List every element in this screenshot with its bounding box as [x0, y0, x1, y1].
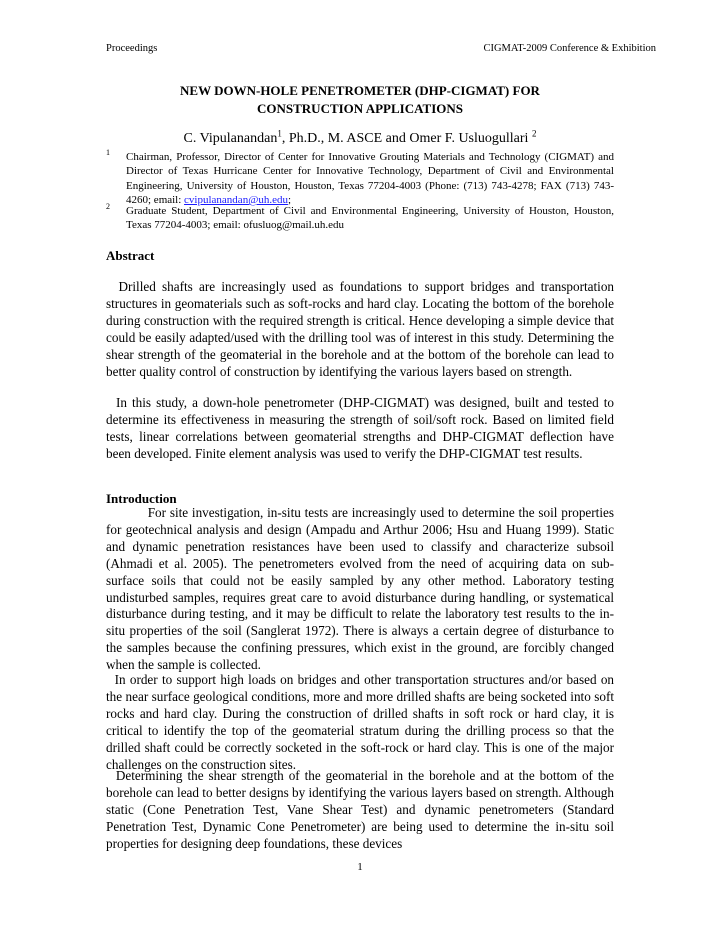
paper-title-line-1: NEW DOWN-HOLE PENETROMETER (DHP-CIGMAT) FOR: [180, 83, 540, 98]
abstract-paragraph-1-text: Drilled shafts are increasingly used as foundations to support bridges and transportation structures in geomaterials such as soft-rocks and hard clay. Locating the bottom of the borehole during construction with the required strength is critical. Hence developing a simple device that could be easily adapted/used with the drilling tool was of interest in this study. Determining the shear strength of the geomaterial in the borehole and at the bottom of the borehole can lead to better quality control of construction by identifying the various layers based on strength.: [106, 279, 615, 379]
introduction-paragraph-2-text: In order to support high loads on bridges and other transportation structures and/or based on the near surface geological conditions, more and more drilled shafts are being socketed into soft rocks and hard clay. During the construction of drilled shafts in soft rock or hard clay, it is critical to identify the top of the geomaterial stratum during the drilling process so that the drilled shaft could be correctly socketed in the soft-rock or hard clay. This is one of the major challenges on the construction sites.: [106, 672, 615, 772]
abstract-heading: Abstract: [106, 248, 155, 263]
affiliation-1: [106, 150, 614, 207]
running-header-right: CIGMAT-2009 Conference & Exhibition: [483, 43, 656, 54]
abstract-paragraph-1: [106, 279, 614, 380]
introduction-paragraph-1: [106, 505, 614, 674]
introduction-paragraph-2: [106, 672, 614, 773]
affiliation-1-tail: ;: [287, 193, 292, 206]
affiliation-2: [106, 204, 614, 233]
email-link[interactable]: cvipulanandan@uh.edu: [184, 193, 288, 206]
introduction-paragraph-3-text: Determining the shear strength of the geomaterial in the borehole and at the bottom of the borehole can lead to better designs by identifying the various layers based on strength. Although static (Cone Penetration Test, Vane Shear Test) and dynamic penetrometers (Standard Penetration Test, Dynamic Cone Penetrometer) are being used to determine the in-situ soil properties for designing deep foundations, these devices: [106, 768, 614, 851]
author-line: [106, 130, 614, 148]
affiliation-2-text: Graduate Student, Department of Civil and Environmental Engineering, University of Houston, Houston, Texas 77204-4003; email: ofusluog@mail.uh.edu: [126, 205, 614, 232]
paper-title-line-2: CONSTRUCTION APPLICATIONS: [257, 101, 463, 116]
introduction-heading: Introduction: [106, 491, 177, 506]
introduction-paragraph-3: [106, 768, 614, 853]
author-1-name: C. Vipulanandan: [183, 131, 278, 146]
affiliation-2-number: 2: [106, 202, 110, 211]
paper-title: [106, 82, 614, 118]
abstract-paragraph-2-text: In this study, a down-hole penetrometer (DHP-CIGMAT) was designed, built and tested to determine its effectiveness in measuring the strength of soil/soft rock. Based on limited field tests, linear correlations between geomaterial strengths and DHP-CIGMAT deflection have been developed. Finite element analysis was used to verify the DHP-CIGMAT test results.: [106, 395, 614, 461]
abstract-paragraph-2: [106, 395, 614, 463]
affiliation-1-body: Chairman, Professor, Director of Center for Innovative Grouting Materials and Technology (CIGMAT) and Director of Texas Hurricane Center for Innovative Technology, Department of Civil and Environmental Engineering, University of Houston, Houston, Texas 77204-4003 (Phone: (713) 743-4278; FAX (713) 743-4260; email:: [126, 151, 614, 206]
page-number: 1: [357, 861, 363, 873]
author-line-middle: , Ph.D., M. ASCE and Omer F. Usluogullari: [281, 131, 532, 146]
author-1-superscript: 1: [277, 128, 282, 139]
running-header-left: Proceedings: [106, 43, 158, 54]
author-2-superscript: 2: [531, 128, 537, 139]
affiliation-1-text: [126, 150, 614, 207]
affiliation-1-number: 1: [106, 148, 110, 157]
introduction-paragraph-1-text: For site investigation, in-situ tests are increasingly used to determine the soil properties for geotechnical analysis and design (Ampadu and Arthur 2006; Hsu and Huang 1999). Static and dynamic penetration resistances have been used to classify and characterize subsoil (Ahmadi et al. 2005). The penetrometers evolved from the need of acquiring data on sub-surface soils that could not be easily sampled by any other method. Laboratory testing undisturbed samples, requires great care to avoid disturbance during handling, or systematical disturbance during testing, and it may be difficult to relate the laboratory test results to the in-situ properties of the soil (Sanglerat 1972). There is always a certain degree of disturbance to the samples because the confining pressures, which exist in the ground, are forcibly changed when the sample is collected.: [106, 505, 614, 673]
